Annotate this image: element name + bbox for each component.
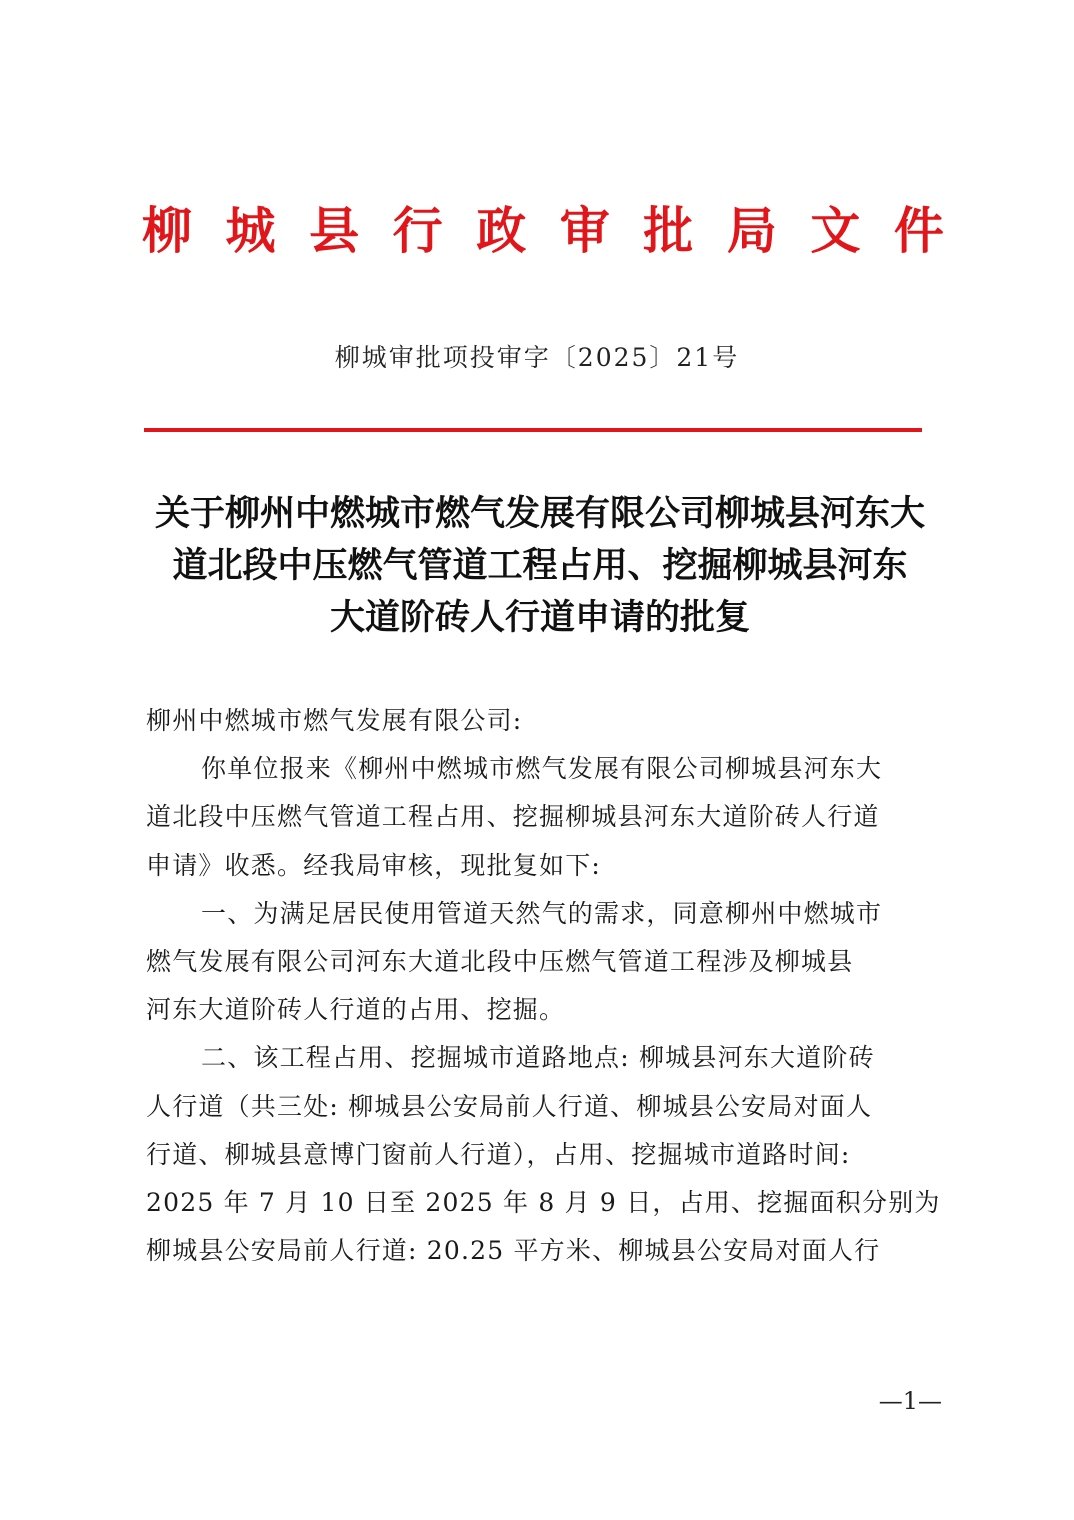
body-line: 河东大道阶砖人行道的占用、挖掘。: [146, 995, 566, 1025]
body-line: 申请》收悉。经我局审核，现批复如下:: [146, 850, 602, 880]
body-line: 道北段中压燃气管道工程占用、挖掘柳城县河东大道阶砖人行道: [146, 802, 880, 832]
body-line: 一、为满足居民使用管道天然气的需求，同意柳州中燃城市: [201, 898, 883, 928]
red-divider: [144, 428, 922, 432]
body-line: 人行道（共三处: 柳城县公安局前人行道、柳城县公安局对面人: [146, 1091, 873, 1121]
issuing-authority-title: [140, 196, 946, 266]
title-char: 件: [893, 201, 944, 260]
title-char: 审: [559, 201, 610, 260]
body-line: 二、该工程占用、挖掘城市道路地点: 柳城县河东大道阶砖: [201, 1043, 875, 1073]
title-line: 大道阶砖人行道申请的批复: [329, 597, 750, 638]
body-line: 2025 年 7 月 10 日至 2025 年 8 月 9 日，占用、挖掘面积分别为: [146, 1187, 941, 1217]
title-char: 县: [309, 201, 360, 260]
title-char: 文: [810, 201, 861, 260]
document-title: [140, 488, 940, 644]
body-line: 柳城县公安局前人行道: 20.25 平方米、柳城县公安局对面人行: [146, 1236, 881, 1266]
document-number: 柳城审批项投审字〔2025〕21号: [334, 343, 740, 372]
title-char: 批: [643, 201, 694, 260]
body-line: 你单位报来《柳州中燃城市燃气发展有限公司柳城县河东大: [201, 754, 883, 784]
title-char: 城: [225, 201, 276, 260]
title-char: 局: [726, 201, 777, 260]
title-char: 政: [476, 201, 527, 260]
body-line: 行道、柳城县意博门窗前人行道），占用、挖掘城市道路时间:: [146, 1139, 851, 1169]
title-char: 柳: [142, 201, 192, 260]
document-body: [146, 697, 942, 1275]
body-line: 燃气发展有限公司河东大道北段中压燃气管道工程涉及柳城县: [146, 946, 854, 976]
title-char: 行: [392, 201, 443, 260]
page-number: —1—: [878, 1387, 942, 1415]
title-line: 关于柳州中燃城市燃气发展有限公司柳城县河东大: [154, 493, 925, 534]
salutation: 柳州中燃城市燃气发展有限公司:: [146, 706, 523, 735]
title-line: 道北段中压燃气管道工程占用、挖掘柳城县河东: [172, 545, 908, 586]
